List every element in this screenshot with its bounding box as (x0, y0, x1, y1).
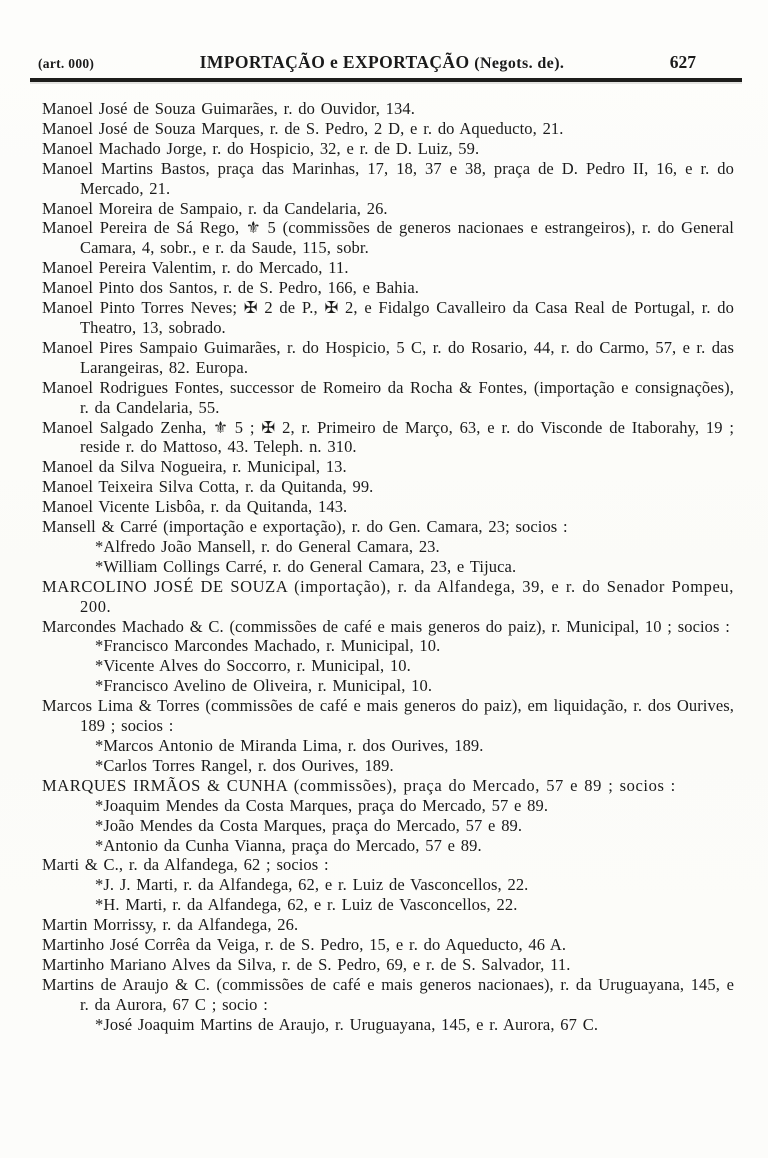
directory-entry: Manoel Pinto dos Santos, r. de S. Pedro, 166, e Bahia. (42, 278, 419, 298)
directory-entry: Manoel Pereira de Sá Rego, ⚜ 5 (commissões de generos nacionaes e estrangeiros), r. do General Camara, 4, sobr., e r. da Saude, 115, sobr. (42, 218, 734, 258)
socio-line: *José Joaquim Martins de Araujo, r. Uruguayana, 145, e r. Aurora, 67 C. (95, 1014, 599, 1034)
directory-entry: Manoel Machado Jorge, r. do Hospicio, 32, e r. de D. Luiz, 59. (42, 138, 480, 158)
socio-line: *Joaquim Mendes da Costa Marques, praça do Mercado, 57 e 89. (95, 795, 549, 815)
directory-entry: Mansell & Carré (importação e exportação), r. do Gen. Camara, 23; socios : (42, 517, 568, 537)
socio-line: *H. Marti, r. da Alfandega, 62, e r. Luiz de Vasconcellos, 22. (95, 895, 518, 915)
directory-entry: Manoel Rodrigues Fontes, successor de Romeiro da Rocha & Fontes, (importação e consignações), r. da Candelaria, 55. (42, 377, 734, 417)
directory-entry: Martin Morrissy, r. da Alfandega, 26. (42, 915, 299, 935)
socio-line: *João Mendes da Costa Marques, praça do Mercado, 57 e 89. (95, 815, 523, 835)
directory-entry: Marcondes Machado & C. (commissões de café e mais generos do paiz), r. Municipal, 10 ; socios : (42, 616, 730, 636)
directory-entry: Manoel Salgado Zenha, ⚜ 5 ; ✠ 2, r. Primeiro de Março, 63, e r. do Visconde de Itaborahy, 19 ; reside r. do Mattoso, 43. Teleph. n. 310. (42, 417, 734, 457)
page-number: 627 (669, 52, 696, 72)
socio-line: *Francisco Avelino de Oliveira, r. Municipal, 10. (95, 676, 433, 696)
directory-entry: MARQUES IRMÃOS & CUNHA (commissões), praça do Mercado, 57 e 89 ; socios : (42, 775, 676, 795)
directory-entry: Martinho José Corrêa da Veiga, r. de S. Pedro, 15, e r. do Aqueducto, 46 A. (42, 935, 567, 955)
page-header (0, 0, 768, 73)
socio-line: *William Collings Carré, r. do General Camara, 23, e Tijuca. (95, 556, 517, 576)
running-title-note: (Negots. de). (474, 55, 565, 72)
directory-entry: MARCOLINO JOSÉ DE SOUZA (importação), r. da Alfandega, 39, e r. do Senador Pompeu, 200. (42, 576, 734, 616)
socio-line: *Antonio da Cunha Vianna, praça do Mercado, 57 e 89. (95, 835, 482, 855)
header-rule (30, 78, 742, 82)
directory-entry: Manoel José de Souza Guimarães, r. do Ouvidor, 134. (42, 99, 415, 118)
directory-entry: Manoel Teixeira Silva Cotta, r. da Quitanda, 99. (42, 477, 374, 497)
directory-entry: Manoel Pinto Torres Neves; ✠ 2 de P., ✠ 2, e Fidalgo Cavalleiro da Casa Real de Portugal, r. do Theatro, 13, sobrado. (42, 298, 734, 337)
directory-entry: Manoel Pires Sampaio Guimarães, r. do Hospicio, 5 C, r. do Rosario, 44, r. do Carmo, 57, e r. das Larangeiras, 82. Europa. (42, 337, 734, 377)
directory-list (0, 99, 768, 1035)
directory-entry: Manoel Vicente Lisbôa, r. da Quitanda, 143. (42, 497, 348, 517)
directory-entry: Martinho Mariano Alves da Silva, r. de S. Pedro, 69, e r. de S. Salvador, 11. (42, 954, 571, 974)
socio-line: *Alfredo João Mansell, r. do General Camara, 23. (95, 536, 440, 556)
directory-entry: Manoel José de Souza Marques, r. de S. Pedro, 2 D, e r. do Aqueducto, 21. (42, 118, 564, 138)
directory-entry: Manoel Pereira Valentim, r. do Mercado, 11. (42, 258, 349, 278)
running-title (200, 52, 565, 73)
directory-entry: Martins de Araujo & C. (commissões de café e mais generos nacionaes), r. da Uruguayana, 145, e r. da Aurora, 67 C ; socio : (42, 974, 734, 1014)
socio-line: *J. J. Marti, r. da Alfandega, 62, e r. Luiz de Vasconcellos, 22. (95, 875, 529, 895)
socio-line: *Carlos Torres Rangel, r. dos Ourives, 189. (95, 755, 394, 775)
directory-entry: Manoel da Silva Nogueira, r. Municipal, 13. (42, 457, 347, 477)
directory-entry: Manoel Martins Bastos, praça das Marinhas, 17, 18, 37 e 38, praça de D. Pedro II, 16, e r. do Mercado, 21. (42, 158, 734, 198)
directory-entry: Marcos Lima & Torres (commissões de café e mais generos do paiz), em liquidação, r. dos Ourives, 189 ; socios : (42, 696, 734, 736)
directory-entry: Marti & C., r. da Alfandega, 62 ; socios : (42, 855, 329, 875)
running-title-text: IMPORTAÇÃO e EXPORTAÇÃO (199, 52, 470, 72)
socio-line: *Vicente Alves do Soccorro, r. Municipal, 10. (95, 656, 411, 676)
article-reference: (art. 000) (38, 56, 95, 71)
socio-line: *Marcos Antonio de Miranda Lima, r. dos Ourives, 189. (95, 736, 484, 755)
directory-entry: Manoel Moreira de Sampaio, r. da Candelaria, 26. (42, 198, 388, 218)
socio-line: *Francisco Marcondes Machado, r. Municipal, 10. (95, 636, 441, 656)
